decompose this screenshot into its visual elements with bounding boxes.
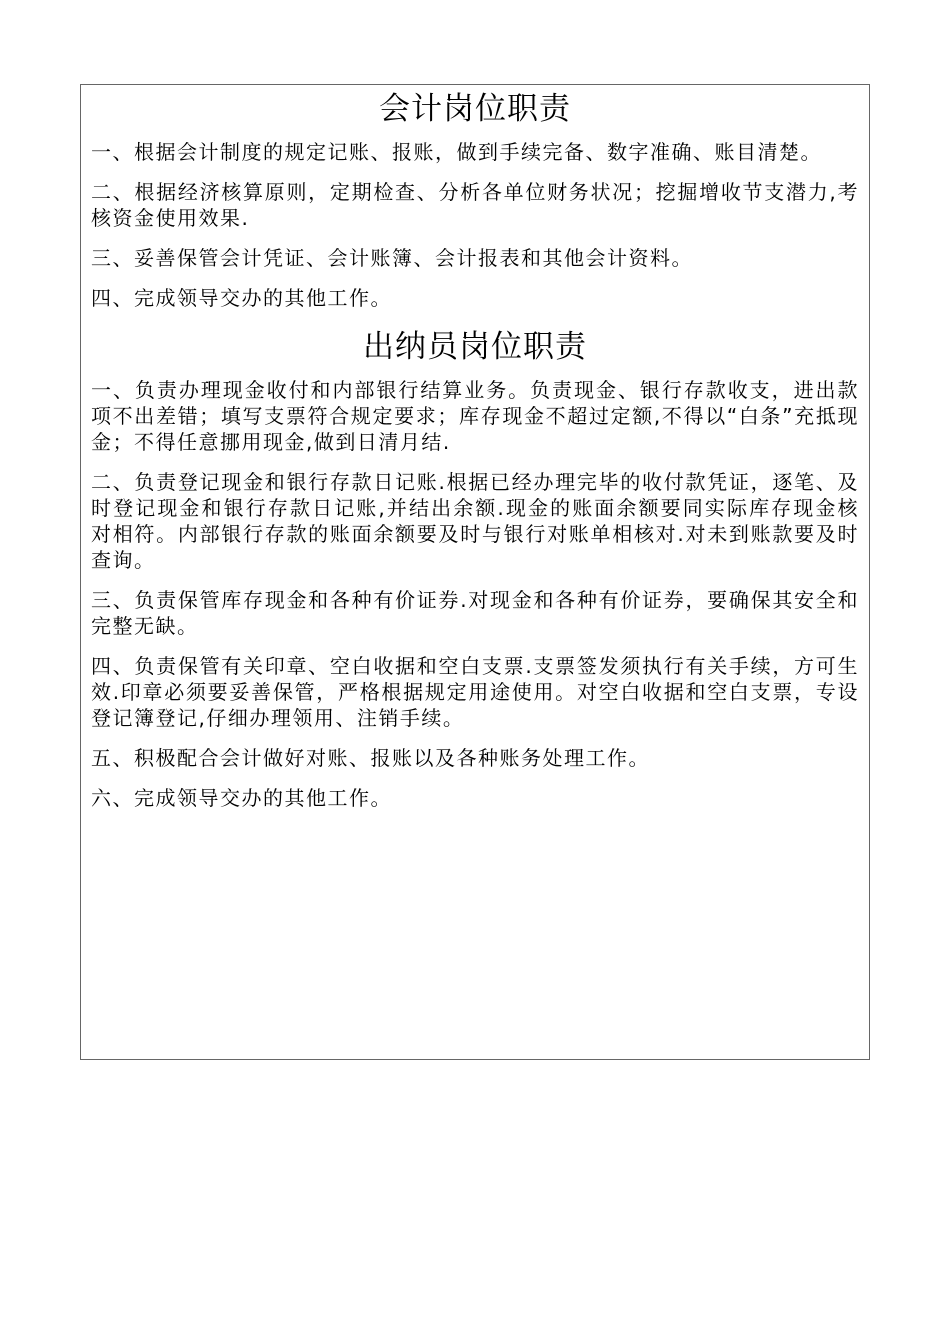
cashier-duty-2: 二、负责登记现金和银行存款日记账.根据已经办理完毕的收付款凭证，逐笔、及时登记现金和银行存款日记账,并结出余额.现金的账面余额要同实际库存现金核对相符。内部银行存款的账面余额要及时与银行对账单相核对.对未到账款要及时查询。 [91,470,859,572]
accountant-duty-4: 四、完成领导交办的其他工作。 [91,286,392,310]
content-frame [80,84,870,1060]
accountant-duty-3: 三、妥善保管会计凭证、会计账簿、会计报表和其他会计资料。 [91,246,693,270]
content-area [81,85,869,811]
accountant-duty-1: 一、根据会计制度的规定记账、报账，做到手续完备、数字准确、账目清楚。 [91,140,822,164]
cashier-duty-1: 一、负责办理现金收付和内部银行结算业务。负责现金、银行存款收支，进出款项不出差错；填写支票符合规定要求；库存现金不超过定额,不得以“白条”充抵现金；不得任意挪用现金,做到日清月结. [91,378,859,454]
accountant-duty-2: 二、根据经济核算原则，定期检查、分析各单位财务状况；挖掘增收节支潜力,考核资金使用效果. [91,180,859,230]
cashier-duty-3: 三、负责保管库存现金和各种有价证券.对现金和各种有价证券，要确保其安全和完整无缺。 [91,588,859,638]
section-title-accountant: 会计岗位职责 [379,91,571,127]
cashier-duty-6: 六、完成领导交办的其他工作。 [91,786,392,810]
cashier-duty-4: 四、负责保管有关印章、空白收据和空白支票.支票签发须执行有关手续，方可生效.印章必须要妥善保管，严格根据规定用途使用。对空白收据和空白支票，专设登记簿登记,仔细办理领用、注销手续。 [91,654,859,730]
cashier-duty-5: 五、积极配合会计做好对账、报账以及各种账务处理工作。 [91,746,650,770]
section-title-cashier: 出纳员岗位职责 [363,329,587,365]
